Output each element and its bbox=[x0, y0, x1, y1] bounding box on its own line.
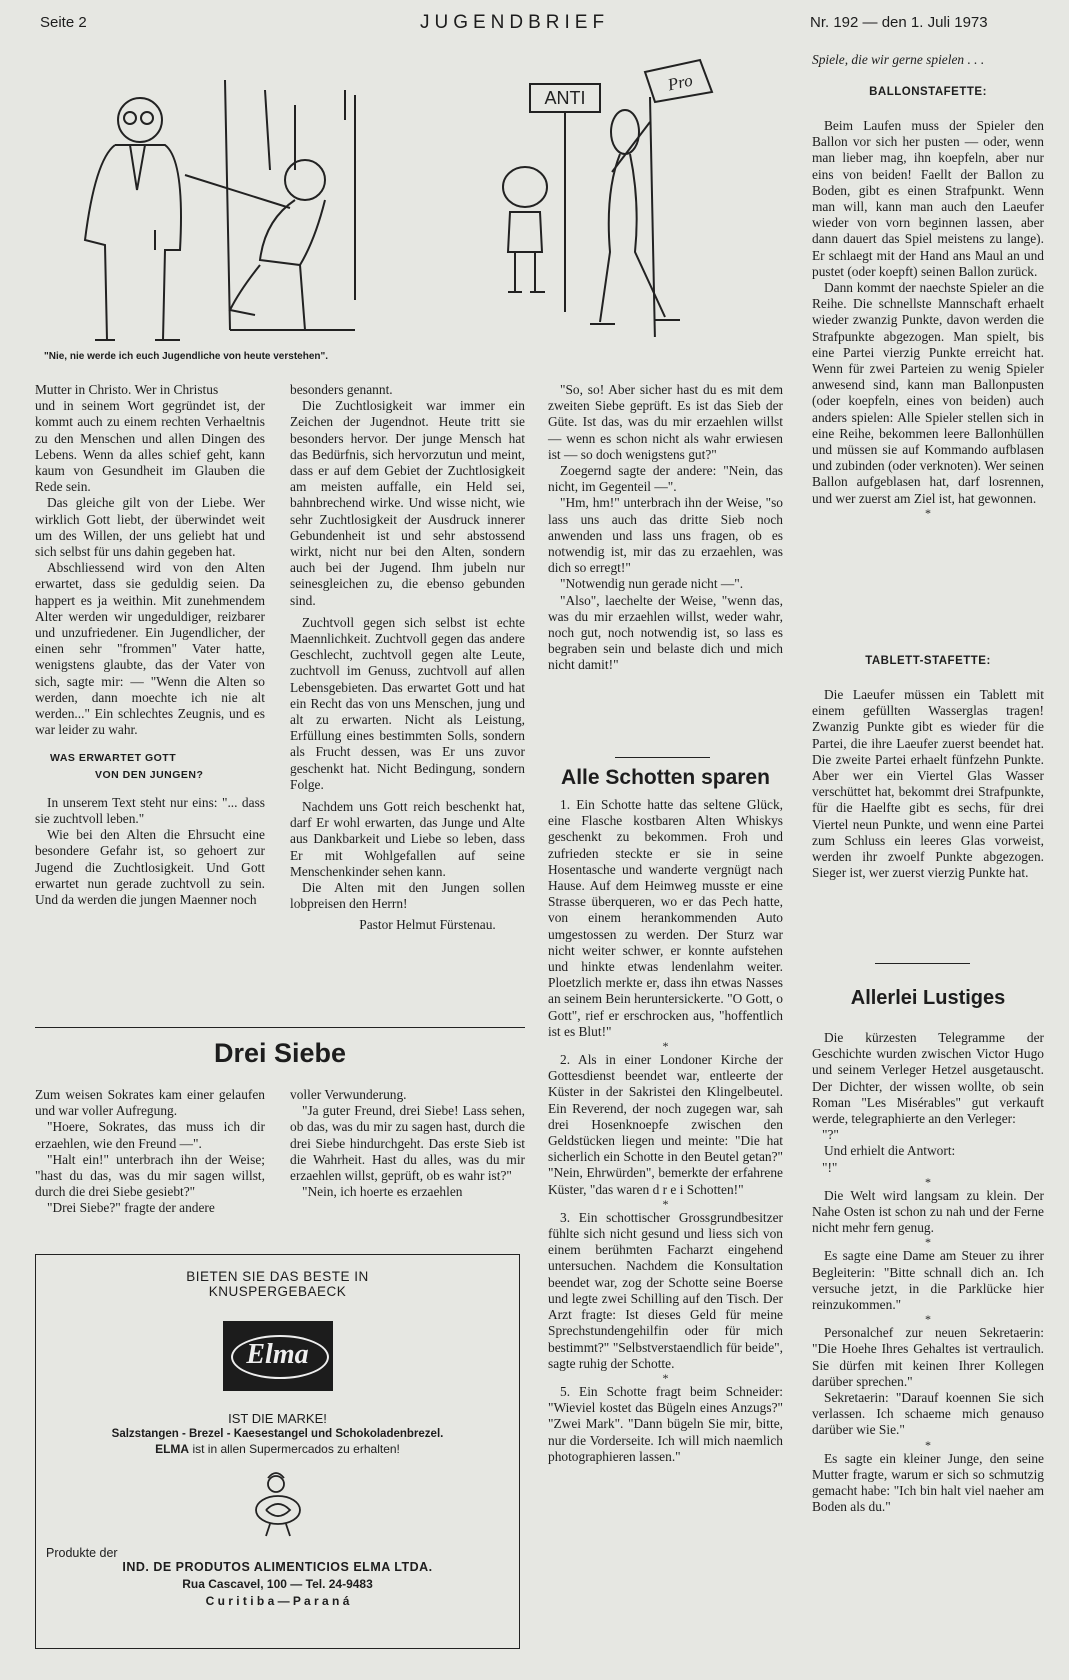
joke-item: 3. Ein schottischer Grossgrundbesitzer fühlte sich nicht gesund und liess sich von einem berühmten Facharzt eingehend untersuchen. Nachdem die Konsultation beendet war, zog der Schotte seine Boerse und legte zwei Schilling auf den Tisch. Der Arzt fragte: Ist dieses Geld für meine Sprechstundengehilfin oder für mich bestimmt?" "Selbstverstaendlich für beide", sagte ruhig der Schotte. bbox=[548, 1209, 783, 1371]
sign-pro: Pro bbox=[665, 70, 695, 95]
ad-brand: ELMA bbox=[155, 1442, 190, 1456]
cartoon-old-men bbox=[55, 50, 385, 345]
divider bbox=[875, 963, 970, 964]
article-paragraph: Das gleiche gilt von der Liebe. Wer wirklich Gott liebt, der überwindet weit um des Willen, der uns geliebt hat und sich selbst für uns dahin gegeben hat. bbox=[35, 495, 265, 560]
article-paragraph: Die Alten mit den Jungen sollen lobpreisen den Herrn! bbox=[290, 880, 525, 912]
joke-item: Es sagte eine Dame am Steuer zu ihrer Begleiterin: "Bitte schnall dich an. Ich versuche jetzt, in die Parklücke hier reinzukommen." bbox=[812, 1248, 1044, 1313]
drei-siebe-column-3 bbox=[548, 382, 783, 674]
joke-item: "!" bbox=[822, 1159, 838, 1175]
article-paragraph: Mutter in Christo. Wer in Christus bbox=[35, 382, 219, 397]
star-separator: * bbox=[662, 1196, 669, 1211]
divider bbox=[615, 757, 710, 758]
subheading-line-1: WAS ERWARTET GOTT bbox=[50, 752, 177, 765]
joke-item: Die kürzesten Telegramme der Geschichte wurden zwischen Victor Hugo und seinem Verleger Hetzel ausgetauscht. Der Dichter, der wissen wollte, ob sein Roman "Les Misérables" gut verkauft werde, telegraphierte an den Verleger: bbox=[812, 1030, 1044, 1127]
ad-availability: ist in allen Supermercados zu erhalten! bbox=[192, 1442, 400, 1456]
joke-item: 1. Ein Schotte hatte das seltene Glück, eine Flasche kostbaren Alten Whiskys geschenkt zu bekommen. Froh und zufrieden steckte er sie in seine Hosentasche und wanderte vergnügt nach Hause. Auf dem Heimweg musste er eine Strasse überqueren, wo er das Pech hatte, von einem herankommenden Auto umgestossen zu werden. Der Sturz war nicht weiter schwer, er konnte aufstehen und hinkte etwas lendenlahm weiter. Ploetzlich merkte er, dass ihn etwas Nasses an seinem Bein heruntersickerte. "O Gott, o Gott", rief er erschrocken aus, "hoffentlich ist es Blut!" bbox=[548, 797, 783, 1039]
headline-lustiges: Allerlei Lustiges bbox=[850, 987, 1006, 1009]
tablettstafette-heading: TABLETT-STAFETTE: bbox=[865, 655, 991, 667]
mascot-icon bbox=[248, 1470, 308, 1540]
star-separator: * bbox=[925, 1174, 931, 1189]
article-paragraph: Zuchtvoll gegen sich selbst ist echte Maennlichkeit. Zuchtvoll gegen das andere Geschlecht, zuchtvoll gegen alte Leute, zuchtvoll im Genuss, zuchtvoll auf allen Lebensgebieten. Das erwartet Gott und hat ein Recht das von uns Menschen, jung und alt zu erwarten. Nicht als Leistung, Erfüllung eines bestimmten Solls, sondern als Frucht dessen, was Er uns zuvor geschenkt hat. Nicht Bedingung, sondern Folge. bbox=[290, 614, 525, 792]
subheading-line-2: VON DEN JUNGEN? bbox=[95, 768, 204, 781]
article-paragraph: "Nein, ich hoerte es erzaehlen bbox=[302, 1184, 463, 1200]
article-paragraph: Abschliessend wird von den Alten erwartet, dass sie geduldig seien. Da happert es ja weithin. Mit zunehmendem Alter werden wir ungeduldiger, reizbarer und unzufriedener. Ein Jugendlicher, der einen sehr "frommen" Vater hatte, wenigstens glaubte, das der Vater von sich, sagte mir: — "Wenn die Alten so werden, dann moechte ich nie alt werden..." Ein schlechtes Zeugnis, und es war leider zu wahr. bbox=[35, 560, 265, 738]
ad-line-1: BIETEN SIE DAS BESTE IN bbox=[186, 1269, 369, 1284]
article-paragraph: voller Verwunderung. bbox=[290, 1087, 407, 1102]
page-number: Seite 2 bbox=[40, 14, 87, 31]
joke-item: Sekretaerin: "Darauf koennen Sie sich verlassen. Ich schaeme mich genauso darüber wie Sie." bbox=[812, 1390, 1044, 1438]
issue-date: Nr. 192 — den 1. Juli 1973 bbox=[810, 14, 988, 31]
star-separator: * bbox=[925, 1235, 931, 1250]
article-paragraph: Die Laeufer müssen ein Tablett mit einem gefüllten Wasserglas tragen! Zwanzig Punkte gibt es wieder für die Partei, die ihre Laeufer zuerst beendet hat. Die zweite Partei erhaelt fünfzehn Punkte. Aber wer ein Viertel Glas Wasser verschüttet hat, bekommt drei Strafpunkte, für die Haelfte gibt es sechs, für drei Viertel neun Punkte, und wenn eine Partei zum Schluss ein leeres Glas vorweist, werden ihr zwoelf Punkte abgezogen. Sieger ist, wer zuerst vierzig Punkte hat. bbox=[812, 687, 1044, 881]
ballonstafette-heading: BALLONSTAFETTE: bbox=[869, 86, 987, 98]
ad-produkte: Produkte der bbox=[46, 1546, 118, 1560]
masthead: JUGENDBRIEF bbox=[420, 12, 610, 33]
ad-company: IND. DE PRODUTOS ALIMENTICIOS ELMA LTDA. bbox=[122, 1560, 433, 1574]
tablettstafette-text bbox=[812, 687, 1044, 881]
article-paragraph: "Notwendig nun gerade nicht —". bbox=[560, 576, 744, 592]
headline-drei-siebe: Drei Siebe bbox=[213, 1038, 347, 1068]
ad-marke: IST DIE MARKE! bbox=[228, 1411, 327, 1426]
article-paragraph: "So, so! Aber sicher hast du es mit dem zweiten Siebe geprüft. Es ist das Sieb der Güte. Ist das, was du mir erzaehlen willst — wenn es schon nicht als wahr erwiesen ist — so doch wenigstens gut?" bbox=[548, 382, 783, 462]
ad-line-2: KNUSPERGEBAECK bbox=[208, 1284, 347, 1299]
article-paragraph: Zoegernd sagte der andere: "Nein, das nicht, im Gegenteil —". bbox=[548, 463, 783, 495]
divider bbox=[35, 1027, 525, 1028]
ad-address: Rua Cascavel, 100 — Tel. 24-9483 bbox=[182, 1577, 373, 1591]
joke-item: Die Welt wird langsam zu klein. Der Nahe Osten ist schon zu nah und der Ferne nicht mehr fern genug. bbox=[812, 1187, 1044, 1236]
joke-item: Personalchef zur neuen Sekretaerin: "Die Hoehe Ihres Gehaltes ist vertraulich. Sie dürfen mit keinen Ihrer Kollegen darüber sprechen." bbox=[812, 1325, 1044, 1389]
headline-schotten: Alle Schotten sparen bbox=[561, 766, 770, 789]
ballonstafette-text bbox=[812, 118, 1044, 519]
ad-products: Salzstangen - Brezel - Kaesestangel und Schokoladenbrezel. bbox=[111, 1428, 444, 1440]
article-paragraph: "Hm, hm!" unterbrach ihn der Weise, "so lass uns auch das dritte Sieb noch anwenden und lass uns fragen, ob es notwendig ist, mir das zu erzaehlen, was dich so erregt!" bbox=[548, 495, 783, 576]
advertisement-elma bbox=[35, 1254, 520, 1649]
joke-item: 5. Ein Schotte fragt beim Schneider: "Wieviel kostet das Bügeln eines Anzugs?" "Zwei Mark". "Dann bügeln Sie mir, bitte, nur die Vorderseite. Ich will mich naemlich photographieren lassen." bbox=[548, 1383, 783, 1464]
article-paragraph: Zum weisen Sokrates kam einer gelaufen und war voller Aufregung. bbox=[35, 1087, 265, 1119]
star-separator: * bbox=[925, 505, 931, 520]
elma-logo bbox=[223, 1321, 333, 1391]
elma-logo-text: Elma bbox=[246, 1339, 309, 1370]
article-paragraph: Beim Laufen muss der Spieler den Ballon vor sich her pusten — oder, wenn man lieber mag, ihn koepfeln, aber nur eins von beiden! Faellt der Ballon zu Boden, gibt es einen Strafpunkt. Wenn man will, kann man auch den Laeufer wieder von vorn beginnen lassen, aber dann dauert das Spiel meistens zu lange). Er schlaegt mit der Hand ans Maul an und pustet (oder koepft) seinen Ballon zurück. bbox=[812, 118, 1044, 279]
sign-anti: ANTI bbox=[544, 88, 586, 108]
joke-item: Und erhielt die Antwort: bbox=[824, 1143, 956, 1159]
article-paragraph: "Also", laechelte der Weise, "wenn das, was du mir erzaehlen willst, weder wahr, noch gut, noch notwendig ist, so lass es begraben sein und belaste dich und mich nicht damit!" bbox=[548, 592, 783, 673]
article-column-1 bbox=[35, 382, 265, 908]
article-paragraph: "Halt ein!" unterbrach ihn der Weise; "hast du das, was du mir sagen willst, durch die drei Siebe gesiebt?" bbox=[35, 1151, 265, 1200]
star-separator: * bbox=[662, 1039, 669, 1054]
schotten-column bbox=[548, 797, 783, 1465]
article-signature: Pastor Helmut Fürstenau. bbox=[359, 916, 496, 932]
article-paragraph: Dann kommt der naechste Spieler an die Reihe. Die schnellste Mannschaft erhaelt wieder zwanzig Punkte, davon werden die Strafpunkte abgezogen. Man spielt, bis eine Partei vierzig Punkte erreicht hat. Wenn für zwei Parteien zu wenig Spieler anwesend sind, kann man Ballonpusten (oder koepfeln, eines von beiden) auch anders spielen: Alle Spieler stellen sich in eine Reihe, bekommen leere Ballonhüllen und müssen sie auf Kommando aufblasen und zubinden (oder verknoten). Wer seinen Ballon aufgeblasen hat, darf losrennen, und wer zuerst am Ziel ist, hat gewonnen. bbox=[812, 280, 1044, 506]
article-paragraph: besonders genannt. bbox=[290, 382, 393, 397]
article-paragraph: und in seinem Wort gegründet ist, der kommt auch zu einem rechten Verhaeltnis zu den Menschen und allen Dingen des Lebens. Wenn da alles schief geht, kann kaum von Gesundheit im Glauben die Rede sein. bbox=[35, 398, 265, 495]
cartoon-anti-pro bbox=[490, 52, 740, 337]
article-paragraph: Nachdem uns Gott reich beschenkt hat, darf Er wohl erwarten, das Junge und Alte aus Dankbarkeit und Liebe so leben, dass Er mit Wohlgefallen auf seine Menschenkinder sehen kann. bbox=[290, 799, 525, 879]
article-paragraph: "Drei Siebe?" fragte der andere bbox=[47, 1200, 215, 1216]
spiele-kicker: Spiele, die wir gerne spielen . . . bbox=[812, 52, 985, 67]
article-column-2 bbox=[290, 382, 525, 933]
joke-item: 2. Als in einer Londoner Kirche der Gottesdienst beendet war, entleerte der Küster in der Sakristei den Klingelbeutel. Ein Reverend, der noch zugegen war, sah drei Hosenknoepfe zwischen den Geldstücken liegen und meinte: "Die hat sicherlich ein Schotte in den Beutel getan?" "Nein, Ehrwürden", bemerkte der erfahrene Küster, "das waren d r e i Schotten!" bbox=[548, 1052, 783, 1197]
article-paragraph: "Ja guter Freund, drei Siebe! Lass sehen, ob das, was du mir zu sagen hast, durch die drei Siebe hindurchgeht. Das erste Sieb ist die Wahrheit. Hast du alles, was du mir erzaehlen willst, geprüft, ob es wahr ist?" bbox=[290, 1103, 525, 1184]
article-paragraph: In unserem Text steht nur eins: "... dass sie zuchtvoll leben." bbox=[35, 794, 265, 827]
star-separator: * bbox=[925, 1312, 931, 1327]
joke-item: Es sagte ein kleiner Junge, den seine Mutter fragte, warum er sich so schmutzig gemacht habe: "Ich bin halt viel naeher am Boden als du." bbox=[812, 1450, 1044, 1515]
drei-siebe-column-1 bbox=[35, 1087, 265, 1217]
lustiges-column bbox=[812, 1030, 1044, 1515]
article-paragraph: Wie bei den Alten die Ehrsucht eine besondere Gefahr ist, so gehoert zur Jugend die Zuchtlosigkeit. Und Gott erwartet nun gerade zuchtvoll zu sein. Und da werden die jungen Maenner noch bbox=[35, 827, 265, 908]
star-separator: * bbox=[662, 1370, 669, 1385]
joke-item: "?" bbox=[822, 1127, 839, 1143]
ad-city: C u r i t i b a — P a r a n á bbox=[205, 1594, 350, 1608]
article-paragraph: Die Zuchtlosigkeit war immer ein Zeichen der Jugendnot. Heute tritt sie besonders hervor. Der junge Mensch hat das Bedürfnis, sich hervorzutun und meint, dass er auf dem Gebiet der Zuchtlosigkeit am meisten auffalle, ein Held sei, bahnbrechend wirke. Und wisse nicht, wie sehr Zuchtlosigkeit der Ausdruck innerer Gebundenheit ist und sehr abstossend wirkt, nicht nur bei den Alten, sondern auch bei der Jugend. Ihm jubeln nur seinesgleichen zu, die ebenso gebunden sind. bbox=[290, 398, 525, 608]
drei-siebe-column-2 bbox=[290, 1087, 525, 1200]
cartoon-caption: "Nie, nie werde ich euch Jugendliche von heute verstehen". bbox=[44, 351, 329, 362]
star-separator: * bbox=[925, 1437, 931, 1452]
article-paragraph: "Hoere, Sokrates, das muss ich dir erzaehlen, wie den Freund —". bbox=[35, 1119, 265, 1151]
